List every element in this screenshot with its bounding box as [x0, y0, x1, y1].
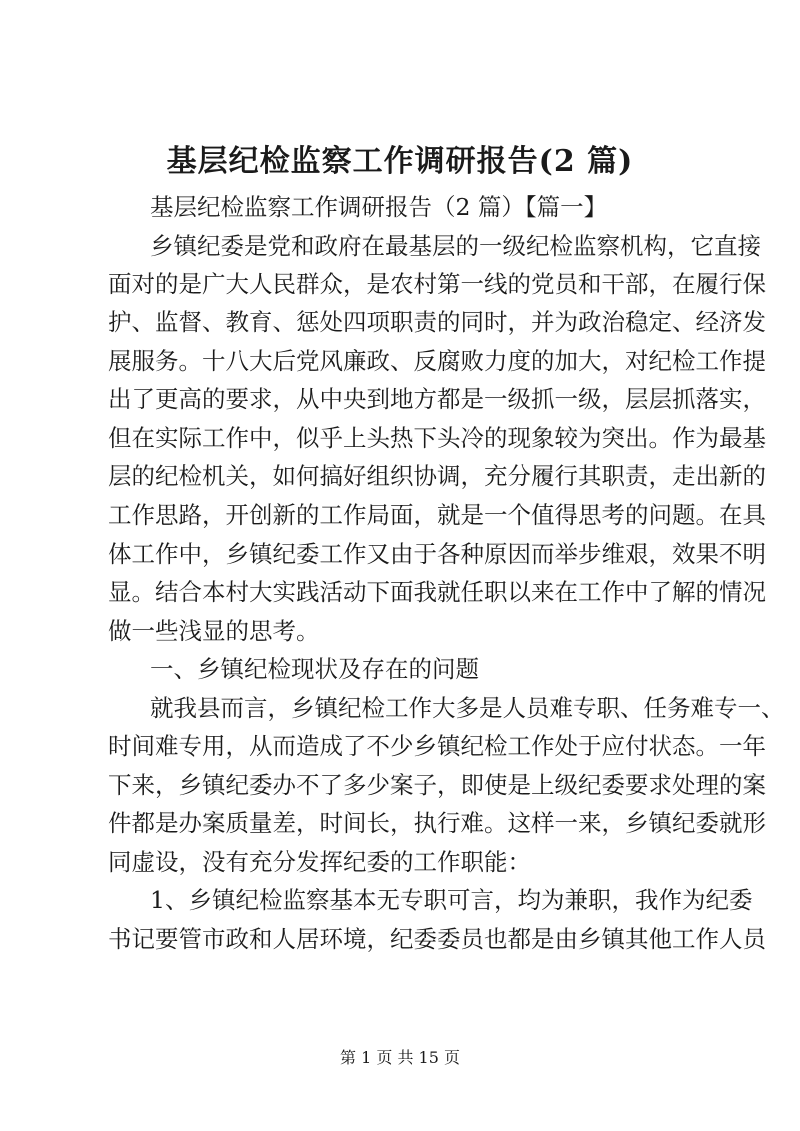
- paragraph-line: 护、监督、教育、惩处四项职责的同时，并为政治稳定、经济发: [108, 308, 766, 336]
- paragraph-line: 面对的是广大人民群众，是农村第一线的党员和干部，在履行保: [108, 270, 766, 298]
- paragraph-line: 体工作中，乡镇纪委工作又由于各种原因而举步维艰，效果不明: [108, 540, 766, 568]
- paragraph-line: 展服务。十八大后党风廉政、反腐败力度的加大，对纪检工作提: [108, 347, 766, 375]
- paragraph-line: 就我县而言，乡镇纪检工作大多是人员难专职、任务难专一、: [150, 694, 785, 722]
- paragraph-line: 书记要管市政和人居环境，纪委委员也都是由乡镇其他工作人员: [108, 925, 766, 953]
- paragraph-line: 下来，乡镇纪委办不了多少案子，即使是上级纪委要求处理的案: [108, 771, 766, 799]
- paragraph-line: 出了更高的要求，从中央到地方都是一级抓一级，层层抓落实，: [108, 385, 766, 413]
- paragraph-line: 工作思路，开创新的工作局面，就是一个值得思考的问题。在具: [108, 501, 766, 529]
- paragraph-line: 乡镇纪委是党和政府在最基层的一级纪检监察机构，它直接: [150, 232, 761, 260]
- section-heading: 一、乡镇纪检现状及存在的问题: [150, 655, 479, 683]
- paragraph-line: 层的纪检机关，如何搞好组织协调，充分履行其职责，走出新的: [108, 462, 766, 490]
- document-subtitle: 基层纪检监察工作调研报告（2 篇）【篇一】: [150, 193, 608, 221]
- paragraph-line: 做一些浅显的思考。: [108, 617, 320, 645]
- paragraph-line: 1、乡镇纪检监察基本无专职可言，均为兼职，我作为纪委: [150, 886, 753, 914]
- paragraph-line: 同虚设，没有充分发挥纪委的工作职能：: [108, 848, 531, 876]
- page-number-footer: 第 1 页 共 15 页: [340, 1048, 460, 1067]
- paragraph-line: 显。结合本村大实践活动下面我就任职以来在工作中了解的情况: [108, 578, 766, 606]
- document-title: 基层纪检监察工作调研报告(2 篇): [166, 144, 634, 179]
- paragraph-line: 件都是办案质量差，时间长，执行难。这样一来，乡镇纪委就形: [108, 809, 766, 837]
- paragraph-line: 但在实际工作中，似乎上头热下头冷的现象较为突出。作为最基: [108, 424, 766, 452]
- paragraph-line: 时间难专用，从而造成了不少乡镇纪检工作处于应付状态。一年: [108, 732, 766, 760]
